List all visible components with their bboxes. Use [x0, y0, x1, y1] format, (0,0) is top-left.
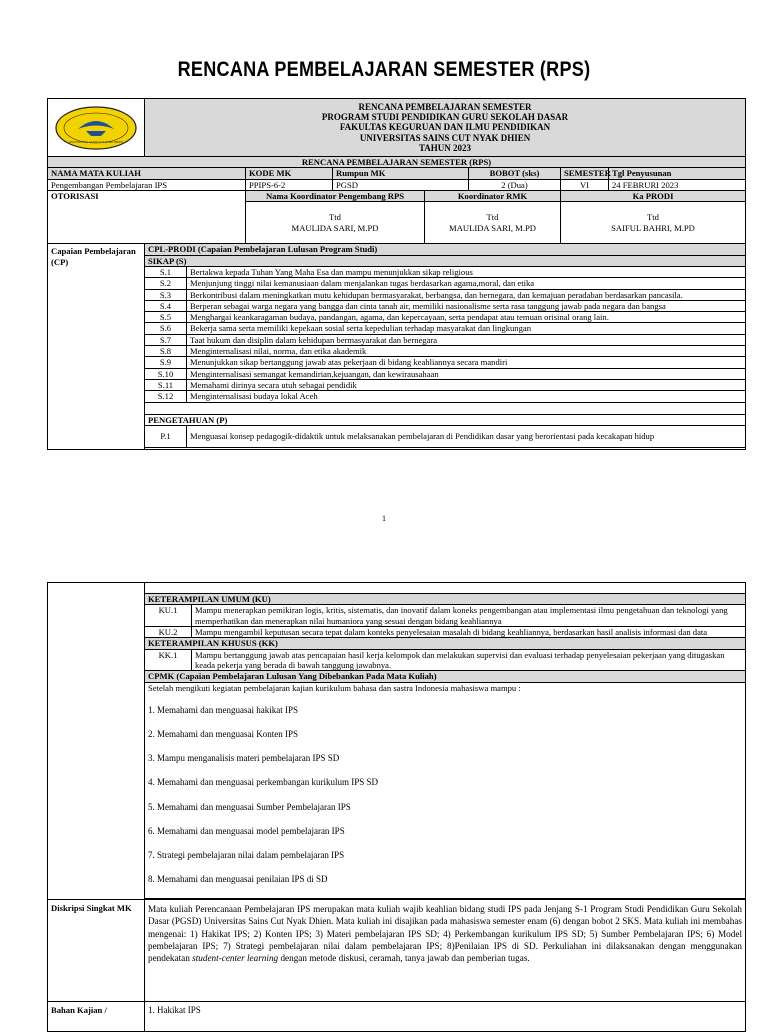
header-line: PROGRAM STUDI PENDIDIKAN GURU SEKOLAH DASAR	[321, 111, 569, 122]
list-item: 2. Memahami dan menguasai Konten IPS	[148, 729, 298, 739]
sikap-code: S.11	[145, 380, 187, 391]
course-credits-label: BOBOT (sks)	[469, 168, 561, 179]
header-line: UNIVERSITAS SAINS CUT NYAK DHIEN	[359, 132, 531, 143]
ku-text: Mampu mengambil keputusan secara tepat dalam konteks penyelesaian masalah di bidang keahliannya, berdasarkan hasil analisis informasi dan data	[192, 626, 746, 637]
cpmk-intro: Setelah mengikuti kegiatan pembelajaran kajian kurikulum bahasa dan sastra Indonesia mahasiswa mampu :	[148, 682, 521, 693]
ku-code: KU.2	[145, 626, 192, 637]
left-blank-column	[48, 583, 145, 900]
authorization-label: OTORISASI	[48, 190, 246, 243]
course-name-value: Pengembangan Pembelajaran IPS	[48, 179, 246, 190]
signed-mark: Ttd	[329, 212, 341, 223]
header-line: TAHUN 2023	[418, 143, 472, 154]
sikap-text: Bertakwa kepada Tuhan Yang Maha Esa dan mampu menunjukkan sikap religious	[187, 266, 746, 277]
rps-subtitle: RENCANA PEMBELAJARAN SEMESTER (RPS)	[48, 157, 746, 168]
course-description	[145, 900, 746, 1002]
list-item: 7. Strategi pembelajaran nilai dalam pembelajaran IPS	[148, 849, 345, 860]
list-item: 5. Memahami dan menguasai Sumber Pembelajaran IPS	[148, 801, 351, 812]
role-head-prodi: Ka PRODI	[561, 190, 746, 201]
document-title: RENCANA PEMBELAJARAN SEMESTER (RPS)	[177, 58, 591, 81]
ku-code: KU.1	[145, 605, 192, 627]
table-row	[48, 334, 746, 345]
ku-title: KETERAMPILAN UMUM (KU)	[145, 594, 746, 605]
role-rps-coordinator: Nama Koordinator Pengembang RPS	[246, 190, 425, 201]
pengetahuan-code: P.1	[145, 425, 187, 447]
sikap-code: S.9	[145, 357, 187, 368]
sikap-code: S.1	[145, 266, 187, 277]
header-line: FAKULTAS KEGURUAN DAN ILMU PENDIDIKAN	[339, 122, 551, 133]
table-row	[48, 346, 746, 357]
sikap-code: S.3	[145, 289, 187, 300]
course-code-value: PPIPS-6-2	[246, 179, 333, 190]
signer-name: MAULIDA SARI, M.PD	[291, 222, 379, 233]
bahan-first-item: 1. Hakikat IPS	[145, 1002, 746, 1032]
signature-rps-coordinator	[246, 202, 425, 244]
rps-table-page-2	[47, 582, 746, 1032]
sikap-text: Memahami dirinya secara utuh sebagai pendidik	[187, 380, 746, 391]
desc-text: Mata kuliah Perencanaan Pembelajaran IPS merupakan mata kuliah wajib keahlian bidang studi IPS pada Jenjang S-1 Program Studi Pendidikan Guru Sekolah Dasar (PGSD) Universitas Sains Cut Nyak Dhien. Mata kuliah ini disajikan pada mahasiswa semester enam (6) dengan bobot 2 SKS. Mata kuliah ini membahas mengenai: 1) Hakikat IPS; 2) Konten IPS; 3) Materi pembelajaran IPS SD; 4) Perkembangan kurikulum IPS SD; 5) Sumber Pembelajaran IPS; 6) Model pembelajaran IPS; 7) Strategi pembelajaran nilai dalam pembelajaran IPS; 8)Penilaian IPS di SD. Perkuliahan ini dilaksanakan dengan menggunakan pendekatan	[148, 904, 742, 963]
kk-title: KETERAMPILAN KHUSUS (KK)	[145, 638, 746, 649]
list-item: 1. Memahami dan menguasai hakikat IPS	[148, 704, 298, 715]
table-row	[48, 266, 746, 277]
cpl-prodi-title: CPL-PRODI (Capaian Pembelajaran Lulusan Program Studi)	[145, 244, 746, 255]
table-row	[48, 368, 746, 379]
table-row	[48, 312, 746, 323]
bahan-label: Bahan Kajian /	[48, 1002, 145, 1032]
sikap-text: Berperan sebagai warga negara yang bangga dan cinta tanah air, memiliki nasionalisme serta rasa tanggung jawab pada negara dan bangsa	[187, 300, 746, 311]
logo-text: UNIVERSITAS SAINS CUT NYAK DHIEN	[68, 139, 124, 144]
pengetahuan-title: PENGETAHUAN (P)	[145, 414, 746, 425]
sikap-code: S.7	[145, 334, 187, 345]
table-row	[48, 605, 746, 627]
table-row	[48, 323, 746, 334]
course-name-label: NAMA MATA KULIAH	[48, 168, 246, 179]
role-rmk-coordinator: Koordinator RMK	[425, 190, 561, 201]
sikap-code: S.4	[145, 300, 187, 311]
table-row	[48, 649, 746, 671]
logo-cell	[48, 99, 145, 157]
sikap-code: S.8	[145, 346, 187, 357]
sikap-text: Taat hukum dan disiplin dalam kehidupan bermasyarakat dan bernegara	[187, 334, 746, 345]
course-credits-value: 2 (Dua)	[469, 179, 561, 190]
blank-row	[145, 447, 746, 449]
university-logo-icon	[53, 105, 139, 151]
signed-mark: Ttd	[647, 212, 659, 223]
course-cluster-value: PGSD	[333, 179, 469, 190]
course-date-value: 24 FEBRURI 2023	[609, 179, 746, 190]
signed-mark: Ttd	[486, 212, 499, 223]
signer-name: SAIFUL BAHRI, M.PD	[611, 222, 695, 233]
blank-row	[145, 402, 746, 414]
sikap-text: Menjunjung tinggi nilai kemanusiaan dalam menjalankan tugas berdasarkan agama,moral, dan etika	[187, 278, 746, 289]
table-row	[48, 357, 746, 368]
list-item: 6. Memahami dan menguasai model pembelajaran IPS	[148, 825, 345, 836]
cpmk-block	[145, 682, 746, 899]
desc-italic: student-center learning	[192, 952, 279, 963]
table-row	[48, 278, 746, 289]
sikap-code: S.5	[145, 312, 187, 323]
ku-text: Mampu menerapkan pemikiran logis, kritis, sistematis, dan inovatif dalam koneks pengembangan atau implementasi ilmu pengetahuan dan teknologi yang memperhatikan dan menerapkan nilai humaniora yang sesuai dengan bidang keahliannya	[192, 605, 746, 627]
list-item: 4. Memahami dan menguasai perkembangan kurikulum IPS SD	[148, 777, 378, 788]
sikap-text: Menghargai keankaragaman budaya, pandangan, agama, dan kepercayaan, serta pendapat atau temuan orisinal orang lain.	[187, 312, 746, 323]
sikap-title: SIKAP (S)	[145, 255, 746, 266]
blank-row	[145, 583, 746, 594]
kk-text: Mampu bertanggung jawab atas pencapaian hasil kerja kelompok dan melakukan supervisi dan evaluasi terhadap penyelesaian pekerjaan yang ditugaskan keada pekerja yang berada di bawah tanggung jawabnya.	[192, 649, 746, 671]
pengetahuan-text: Menguasai konsep pedagogik-didaktik untuk melaksanakan pembelajaran di Pendidikan dasar yang berorientasi pada kecakapan hidup	[187, 425, 746, 447]
page-number: 1	[382, 514, 386, 523]
sikap-text: Menginternalisasi nilai, norma, dan etika akademik	[187, 346, 746, 357]
sikap-code: S.10	[145, 368, 187, 379]
desc-text-end: dengan metode diskusi, ceramah, tanya jawab dan pemberian tugas.	[278, 952, 530, 963]
table-row	[48, 380, 746, 391]
sikap-text: Menginternalisasi semangat kemandirian,kejuangan, dan kewirausahaan	[187, 368, 746, 379]
table-row	[48, 425, 746, 447]
table-row	[48, 300, 746, 311]
table-row	[48, 289, 746, 300]
header-block	[145, 99, 746, 157]
course-code-label: KODE MK	[246, 168, 333, 179]
desc-label: Diskripsi Singkat MK	[48, 900, 145, 1002]
course-semester-label: SEMESTER	[561, 168, 609, 179]
list-item: 3. Mampu menganalisis materi pembelajaran IPS SD	[148, 753, 340, 764]
sikap-text: Bekerja sama serta memiliki kepekaan sosial serta kepedulian terhadap masyarakat dan lingkungan	[187, 323, 746, 334]
sikap-code: S.12	[145, 391, 187, 402]
sikap-code: S.6	[145, 323, 187, 334]
sikap-text: Menunjukkan sikap bertanggung jawab atas pekerjaan di bidang keahliannya secara mandiri	[187, 357, 746, 368]
cpmk-title: CPMK (Capaian Pembelajaran Lulusan Yang Dibebankan Pada Mata Kuliah)	[145, 671, 746, 682]
signature-rmk-coordinator	[425, 202, 561, 244]
course-semester-value: VI	[561, 179, 609, 190]
sikap-code: S.2	[145, 278, 187, 289]
cp-label: Capaian Pembelajaran (CP)	[48, 244, 145, 450]
course-cluster-label: Rumpun MK	[333, 168, 469, 179]
sikap-text: Menginternalisasi budaya lokal Aceh	[187, 391, 746, 402]
header-line: RENCANA PEMBELAJARAN SEMESTER	[358, 101, 532, 112]
list-item: 8. Memahami dan menguasai penilaian IPS di SD	[148, 874, 328, 885]
signer-name: MAULIDA SARI, M.PD	[449, 222, 536, 233]
kk-code: KK.1	[145, 649, 192, 671]
signature-head-prodi	[561, 202, 746, 244]
sikap-text: Berkontribusi dalam meningkatkan mutu kehidupan bermasyarakat, berbangsa, dan bernegara, dan kemajuan peradaban berdasarkan pancasila.	[187, 289, 746, 300]
course-date-label: Tgl Penyusunan	[609, 168, 746, 179]
table-row	[48, 391, 746, 402]
rps-table-page-1	[47, 98, 746, 450]
table-row	[48, 626, 746, 637]
